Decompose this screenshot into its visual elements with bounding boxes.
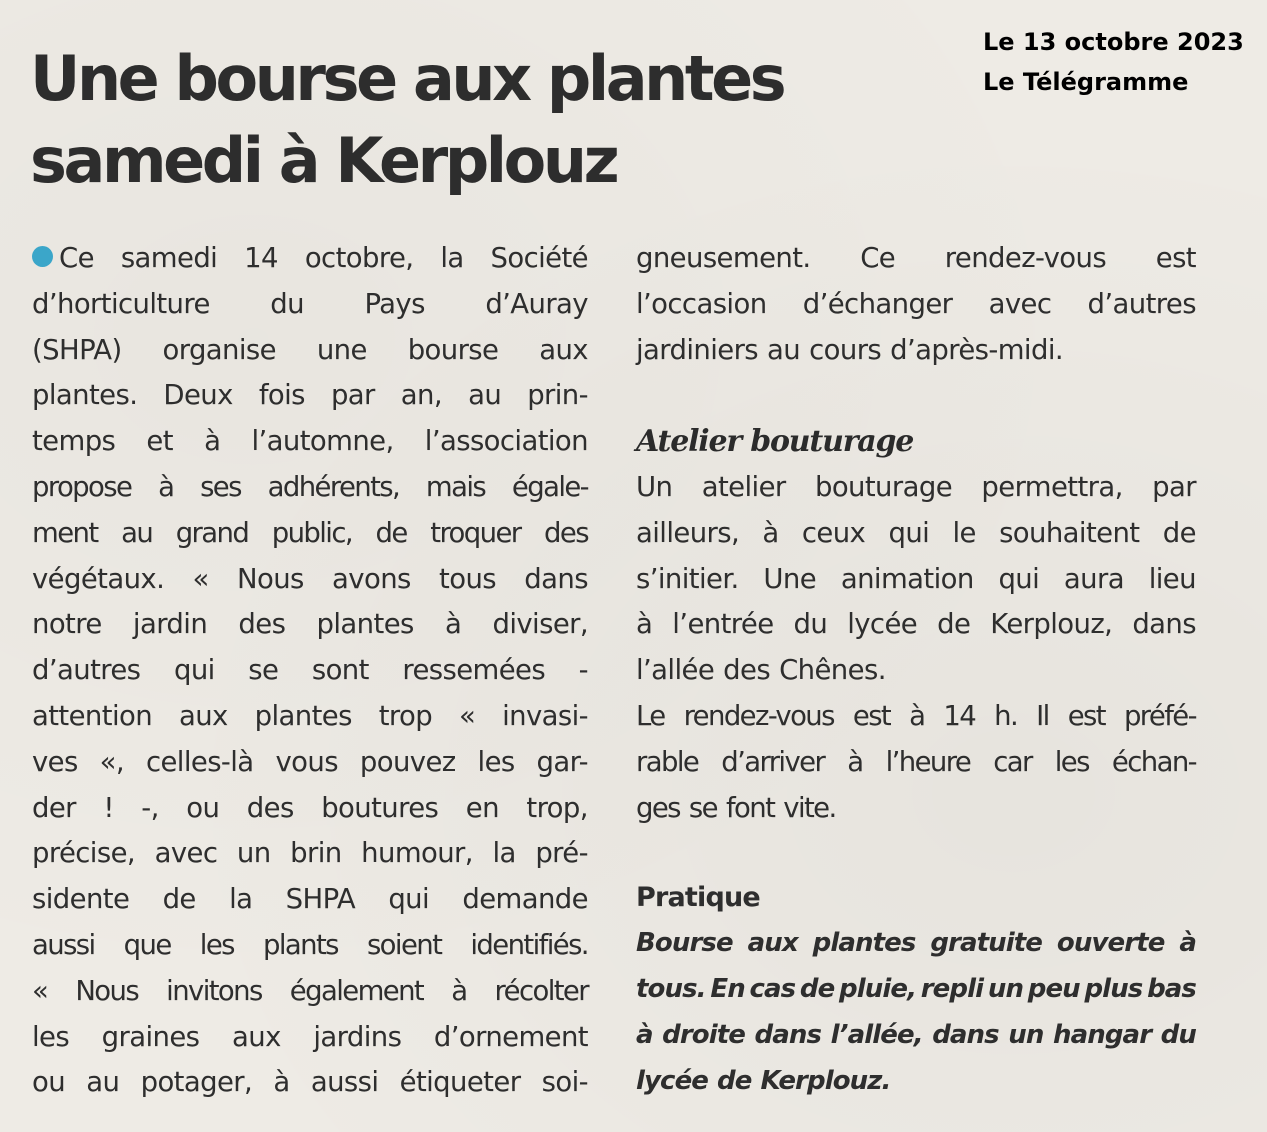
- word: rendez-vous: [944, 242, 1107, 274]
- word: pouvez: [359, 745, 456, 778]
- word: -,: [141, 791, 159, 824]
- text-line: [636, 602, 1196, 648]
- word: an,: [400, 379, 443, 412]
- word: ressemées: [402, 654, 546, 687]
- word: aussi: [310, 1066, 379, 1099]
- word: à: [444, 608, 462, 641]
- word: l’heure: [885, 745, 971, 778]
- word: Ce: [860, 242, 896, 274]
- word: dans: [932, 1019, 999, 1050]
- word: est: [852, 699, 891, 732]
- word: potager,: [140, 1066, 253, 1099]
- word: aux: [178, 699, 228, 732]
- word: public,: [271, 516, 353, 549]
- word: est: [1155, 242, 1196, 274]
- headline-line: samedi à Kerplouz: [30, 124, 617, 197]
- word: d’échanger: [802, 287, 953, 320]
- word: en: [465, 791, 499, 824]
- word: Il: [1036, 699, 1049, 732]
- word: aussi: [32, 928, 95, 961]
- word: organise: [162, 333, 276, 366]
- word: ouverte: [1056, 928, 1165, 959]
- word: demande: [462, 883, 588, 916]
- word: cas: [749, 973, 796, 1004]
- word: le: [952, 516, 976, 549]
- paragraph-gap: [636, 831, 1196, 875]
- text-line: [636, 465, 1196, 511]
- word: trop: [378, 699, 433, 732]
- word: prin-: [527, 379, 588, 412]
- word: animation: [840, 562, 974, 595]
- word: fois: [258, 379, 305, 412]
- word: «: [458, 699, 476, 732]
- word: Un: [636, 470, 673, 503]
- word: avons: [332, 562, 411, 595]
- word: de: [1162, 516, 1196, 549]
- word: une: [316, 333, 367, 366]
- headline-line: Une bourse aux plantes: [30, 42, 784, 115]
- word: des: [238, 608, 286, 641]
- word: !: [103, 791, 114, 824]
- word: avec: [988, 287, 1052, 320]
- word: est: [1067, 699, 1105, 732]
- word: du: [1160, 1019, 1196, 1050]
- word: que: [123, 928, 171, 961]
- text-line: [32, 648, 588, 694]
- word: ves: [32, 745, 78, 778]
- word: la: [492, 837, 516, 870]
- text-line: [636, 282, 1196, 328]
- word: tous.: [636, 973, 706, 1004]
- paragraph-gap: [636, 373, 1196, 419]
- word: plus: [1084, 973, 1143, 1004]
- word: «,: [99, 745, 125, 778]
- word: de: [162, 883, 196, 916]
- left-column: [32, 236, 588, 1106]
- text-line: [636, 740, 1196, 786]
- text-line: [636, 557, 1196, 603]
- word: l’automne,: [251, 425, 394, 458]
- word: car: [993, 745, 1032, 778]
- word: temps: [32, 425, 116, 458]
- word: brin: [290, 837, 342, 870]
- word: Nous: [75, 974, 139, 1007]
- text-line: [636, 328, 1196, 374]
- word: Ce: [59, 242, 94, 274]
- text-line: [32, 831, 588, 877]
- word: h.: [994, 699, 1018, 732]
- word: bouturage: [814, 470, 953, 503]
- word: également: [289, 974, 424, 1007]
- word: adhérents,: [267, 470, 400, 503]
- text-line: [636, 236, 1196, 282]
- word: un: [987, 973, 1024, 1004]
- text-line: [32, 1060, 588, 1106]
- word: pré-: [535, 837, 588, 870]
- word: l’allée: [636, 654, 715, 687]
- word: Bourse: [636, 928, 733, 959]
- word: les: [477, 745, 515, 778]
- word: de: [937, 608, 971, 641]
- word: sont: [311, 654, 369, 687]
- word: à: [451, 974, 467, 1007]
- text-line: [636, 511, 1196, 557]
- word: plantes: [316, 608, 414, 641]
- word: précise,: [32, 837, 136, 870]
- word: ou: [186, 791, 220, 824]
- word: dans: [754, 1019, 822, 1050]
- word: notre: [32, 608, 102, 641]
- word: trop,: [526, 791, 588, 824]
- word: d’ornement: [433, 1020, 588, 1053]
- article-headline: [30, 38, 783, 202]
- word: ment: [32, 516, 98, 549]
- word: sidente: [32, 883, 130, 916]
- word: celles-là: [145, 745, 254, 778]
- text-line: [32, 969, 588, 1015]
- word: plantes.: [32, 379, 138, 412]
- word: En: [710, 973, 745, 1004]
- word: échan-: [1111, 745, 1196, 778]
- text-line: [32, 465, 588, 511]
- text-line: [636, 1059, 1196, 1105]
- word: d’après-midi.: [890, 333, 1063, 366]
- word: dans: [1132, 608, 1196, 641]
- pratique-heading: Pratique: [636, 882, 760, 914]
- word: ges: [636, 791, 680, 824]
- word: étiqueter: [399, 1066, 521, 1099]
- word: jardin: [132, 608, 208, 641]
- word: der: [32, 791, 76, 824]
- word: à: [158, 470, 174, 503]
- word: ceux: [801, 516, 866, 549]
- bullet-word-group: [32, 236, 94, 282]
- word: au: [767, 333, 801, 366]
- word: plantes: [254, 699, 352, 732]
- pratique-block: [636, 921, 1196, 1104]
- word: «: [32, 974, 48, 1007]
- word: d’autres: [32, 654, 141, 687]
- word: pluie,: [839, 973, 917, 1004]
- word: grand: [175, 516, 249, 549]
- word: permettra,: [981, 470, 1123, 503]
- word: aux: [747, 928, 798, 959]
- word: gneusement.: [636, 242, 811, 274]
- word: végétaux.: [32, 562, 165, 595]
- word: jardins: [313, 1020, 402, 1053]
- word: un: [236, 837, 271, 870]
- word: droite: [662, 1019, 746, 1050]
- text-line: [32, 557, 588, 603]
- text-line: [32, 694, 588, 740]
- word: d’arriver: [721, 745, 825, 778]
- text-line: [636, 694, 1196, 740]
- word: samedi: [120, 242, 218, 274]
- text-line: [636, 921, 1196, 967]
- word: l’entrée: [672, 608, 774, 641]
- word: l’occasion: [636, 287, 767, 320]
- word: au: [121, 516, 153, 549]
- word: invasi-: [502, 699, 588, 732]
- word: dans: [524, 562, 588, 595]
- word: à: [636, 1019, 653, 1050]
- word: Une: [763, 562, 817, 595]
- word: hangar: [1052, 1019, 1152, 1050]
- word: qui: [998, 562, 1040, 595]
- source-publication: Le Télégramme: [983, 68, 1189, 96]
- word: les: [32, 1020, 70, 1053]
- word: et: [146, 425, 173, 458]
- word: à: [204, 425, 221, 458]
- word: récolter: [494, 974, 588, 1007]
- word: tous: [439, 562, 496, 595]
- text-line: [32, 328, 588, 374]
- word: ou: [32, 1066, 66, 1099]
- word: font: [725, 791, 775, 824]
- word: vous: [275, 745, 338, 778]
- text-line: [32, 511, 588, 557]
- word: l’allée,: [830, 1019, 923, 1050]
- source-caption: [983, 22, 1244, 102]
- section-subhead: Atelier bouturage: [636, 424, 914, 460]
- word: peu: [1027, 973, 1080, 1004]
- text-line: [32, 1015, 588, 1061]
- word: aux: [231, 1020, 281, 1053]
- word: d’Auray: [485, 287, 588, 320]
- text-line: [32, 419, 588, 465]
- word: à: [762, 516, 779, 549]
- word: s’initier.: [636, 562, 739, 595]
- word: aura: [1063, 562, 1124, 595]
- word: lycée: [847, 608, 918, 641]
- word: des: [544, 516, 588, 549]
- text-line: [32, 923, 588, 969]
- word: jardiniers: [636, 333, 759, 366]
- word: à: [847, 745, 863, 778]
- word: qui: [388, 883, 430, 916]
- word: graines: [101, 1020, 200, 1053]
- word: de: [799, 973, 835, 1004]
- word: à: [909, 699, 925, 732]
- word: se: [688, 791, 717, 824]
- word: du: [270, 287, 304, 320]
- word: de: [375, 516, 407, 549]
- word: lycée: [636, 1065, 709, 1096]
- word: l’association: [424, 425, 588, 458]
- word: Pays: [364, 287, 425, 320]
- text-line: [32, 602, 588, 648]
- word: diviser,: [492, 608, 588, 641]
- word: plants: [262, 928, 338, 961]
- word: troquer: [430, 516, 521, 549]
- word: d’horticulture: [32, 287, 210, 320]
- word: octobre,: [304, 242, 414, 274]
- text-line: [636, 967, 1196, 1013]
- word: Société: [490, 242, 588, 274]
- word: égale-: [511, 470, 588, 503]
- word: repli: [920, 973, 984, 1004]
- word: plantes: [812, 928, 916, 959]
- word: la: [229, 883, 253, 916]
- text-line: [32, 282, 588, 328]
- text-line: [32, 236, 588, 282]
- word: 14: [943, 699, 976, 732]
- word: Le: [636, 699, 665, 732]
- word: attention: [32, 699, 153, 732]
- word: humour,: [361, 837, 473, 870]
- word: d’autres: [1087, 287, 1196, 320]
- word: cours: [809, 333, 882, 366]
- word: aux: [539, 333, 588, 366]
- word: Kerplouz.: [760, 1065, 891, 1096]
- word: à: [1179, 928, 1196, 959]
- text-line: [32, 373, 588, 419]
- word: bas: [1147, 973, 1196, 1004]
- word: souhaitent: [999, 516, 1140, 549]
- article-bullet-icon: [32, 246, 53, 267]
- word: se: [248, 654, 279, 687]
- word: des: [246, 791, 294, 824]
- word: par: [330, 379, 375, 412]
- word: -: [578, 654, 588, 687]
- word: Chênes.: [779, 654, 886, 687]
- word: 14: [244, 242, 278, 274]
- word: rable: [636, 745, 699, 778]
- word: gar-: [536, 745, 588, 778]
- word: «: [192, 562, 209, 595]
- word: rendez-vous: [683, 699, 834, 732]
- word: ailleurs,: [636, 516, 740, 549]
- text-line: [636, 786, 1196, 832]
- word: soi-: [541, 1066, 588, 1099]
- word: au: [468, 379, 502, 412]
- word: lieu: [1148, 562, 1196, 595]
- word: un: [1008, 1019, 1044, 1050]
- word: invitons: [166, 974, 262, 1007]
- word: vite.: [783, 791, 836, 824]
- text-line: [32, 786, 588, 832]
- word: Deux: [163, 379, 233, 412]
- word: les: [199, 928, 234, 961]
- word: qui: [888, 516, 930, 549]
- word: Kerplouz,: [990, 608, 1113, 641]
- word: au: [86, 1066, 120, 1099]
- word: avec: [154, 837, 218, 870]
- word: identifiés.: [470, 928, 588, 961]
- text-line: [32, 740, 588, 786]
- word: des: [723, 654, 771, 687]
- word: Nous: [237, 562, 304, 595]
- word: les: [1054, 745, 1089, 778]
- word: gratuite: [930, 928, 1043, 959]
- word: atelier: [701, 470, 786, 503]
- word: ses: [200, 470, 241, 503]
- word: propose: [32, 470, 132, 503]
- word: préfé-: [1123, 699, 1196, 732]
- word: (SHPA): [32, 333, 122, 366]
- word: de: [717, 1065, 752, 1096]
- word: la: [440, 242, 464, 274]
- word: soient: [366, 928, 442, 961]
- text-line: [636, 1013, 1196, 1059]
- text-line: [32, 877, 588, 923]
- word: boutures: [321, 791, 439, 824]
- word: du: [793, 608, 828, 641]
- right-column: [636, 236, 1196, 1104]
- word: par: [1152, 470, 1196, 503]
- word: mais: [425, 470, 486, 503]
- word: à: [636, 608, 653, 641]
- text-line: [636, 648, 1196, 694]
- word: bourse: [407, 333, 499, 366]
- word: SHPA: [285, 883, 356, 916]
- word: qui: [173, 654, 215, 687]
- source-date: Le 13 octobre 2023: [983, 28, 1244, 56]
- word: à: [273, 1066, 290, 1099]
